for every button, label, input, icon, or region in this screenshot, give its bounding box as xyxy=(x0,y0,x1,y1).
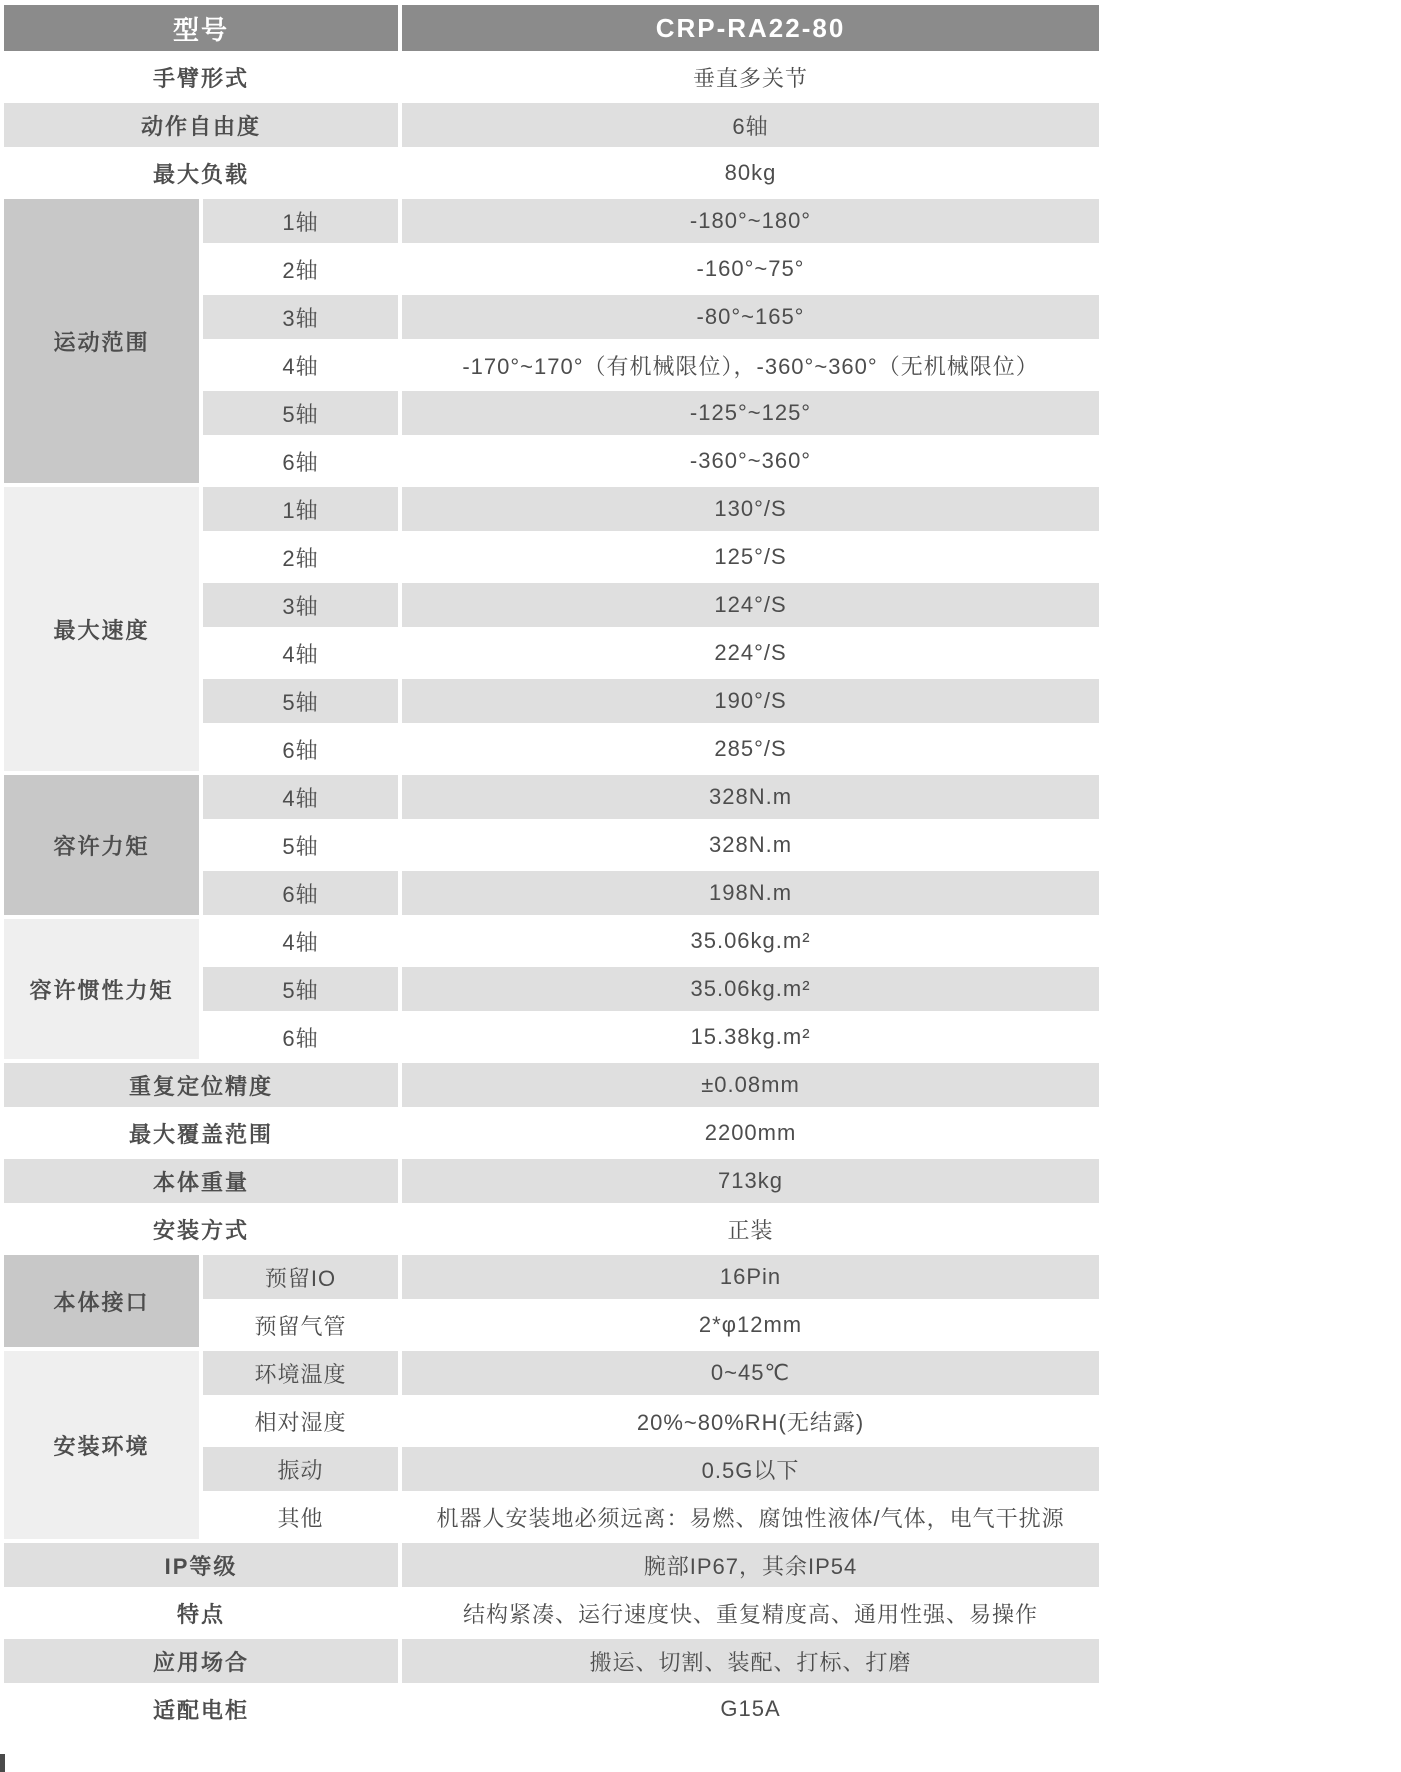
spec-header-row xyxy=(2,3,1101,53)
row-repeatability xyxy=(2,1061,1101,1109)
allowable-inertia-axis-5-value: 35.06kg.m² xyxy=(400,965,1101,1013)
control-cabinet-label: 适配电柜 xyxy=(2,1685,400,1733)
vibration-value: 0.5G以下 xyxy=(400,1445,1101,1493)
dof-label: 动作自由度 xyxy=(2,101,400,149)
features-value: 结构紧凑、运行速度快、重复精度高、通用性强、易操作 xyxy=(400,1589,1101,1637)
group-body-interface-label: 本体接口 xyxy=(2,1253,201,1349)
spec-table xyxy=(2,3,1101,1733)
allowable-torque-axis-5-value: 328N.m xyxy=(400,821,1101,869)
mounting-value: 正装 xyxy=(400,1205,1101,1253)
max-speed-axis-3-value: 124°/S xyxy=(400,581,1101,629)
group-max-speed-label: 最大速度 xyxy=(2,485,201,773)
allowable-torque-axis-6-value: 198N.m xyxy=(400,869,1101,917)
repeatability-label: 重复定位精度 xyxy=(2,1061,400,1109)
max-speed-axis-4-value: 224°/S xyxy=(400,629,1101,677)
max-reach-value: 2200mm xyxy=(400,1109,1101,1157)
relative-humidity-sub-label: 相对湿度 xyxy=(201,1397,400,1445)
max-speed-axis-5-sub-label: 5轴 xyxy=(201,677,400,725)
row-mounting xyxy=(2,1205,1101,1253)
max-payload-label: 最大负载 xyxy=(2,149,400,197)
allowable-inertia-axis-6-value: 15.38kg.m² xyxy=(400,1013,1101,1061)
ambient-temperature-sub-label: 环境温度 xyxy=(201,1349,400,1397)
arm-type-label: 手臂形式 xyxy=(2,53,400,101)
max-speed-axis-3-sub-label: 3轴 xyxy=(201,581,400,629)
applications-label: 应用场合 xyxy=(2,1637,400,1685)
row-ambient-temperature xyxy=(2,1349,1101,1397)
allowable-inertia-axis-6-sub-label: 6轴 xyxy=(201,1013,400,1061)
reserved-io-value: 16Pin xyxy=(400,1253,1101,1301)
row-max-reach xyxy=(2,1109,1101,1157)
max-speed-axis-2-sub-label: 2轴 xyxy=(201,533,400,581)
group-installation-environment-label: 安装环境 xyxy=(2,1349,201,1541)
reserved-io-sub-label: 预留IO xyxy=(201,1253,400,1301)
features-label: 特点 xyxy=(2,1589,400,1637)
ip-rating-value: 腕部IP67，其余IP54 xyxy=(400,1541,1101,1589)
motion-range-axis-4-value: -170°~170°（有机械限位），-360°~360°（无机械限位） xyxy=(400,341,1101,389)
environment-others-value: 机器人安装地必须远离：易燃、腐蚀性液体/气体，电气干扰源 xyxy=(400,1493,1101,1541)
motion-range-axis-5-value: -125°~125° xyxy=(400,389,1101,437)
allowable-inertia-axis-5-sub-label: 5轴 xyxy=(201,965,400,1013)
allowable-torque-axis-4-value: 328N.m xyxy=(400,773,1101,821)
motion-range-axis-6-sub-label: 6轴 xyxy=(201,437,400,485)
max-speed-axis-6-sub-label: 6轴 xyxy=(201,725,400,773)
row-allowable-torque-axis-4 xyxy=(2,773,1101,821)
model-header-value: CRP-RA22-80 xyxy=(400,3,1101,53)
page xyxy=(0,3,1401,1772)
row-ip-rating xyxy=(2,1541,1101,1589)
motion-range-axis-2-sub-label: 2轴 xyxy=(201,245,400,293)
max-speed-axis-6-value: 285°/S xyxy=(400,725,1101,773)
repeatability-value: ±0.08mm xyxy=(400,1061,1101,1109)
max-speed-axis-2-value: 125°/S xyxy=(400,533,1101,581)
allowable-inertia-axis-4-sub-label: 4轴 xyxy=(201,917,400,965)
motion-range-axis-3-sub-label: 3轴 xyxy=(201,293,400,341)
group-allowable-inertia-torque-label: 容许惯性力矩 xyxy=(2,917,201,1061)
group-allowable-torque-label: 容许力矩 xyxy=(2,773,201,917)
row-applications xyxy=(2,1637,1101,1685)
motion-range-axis-1-sub-label: 1轴 xyxy=(201,197,400,245)
motion-range-axis-3-value: -80°~165° xyxy=(400,293,1101,341)
row-reserved-io xyxy=(2,1253,1101,1301)
control-cabinet-value: G15A xyxy=(400,1685,1101,1733)
allowable-torque-axis-4-sub-label: 4轴 xyxy=(201,773,400,821)
body-weight-value: 713kg xyxy=(400,1157,1101,1205)
ambient-temperature-value: 0~45℃ xyxy=(400,1349,1101,1397)
max-speed-axis-4-sub-label: 4轴 xyxy=(201,629,400,677)
max-speed-axis-1-value: 130°/S xyxy=(400,485,1101,533)
body-weight-label: 本体重量 xyxy=(2,1157,400,1205)
bottom-left-corner-mark xyxy=(0,1754,5,1772)
dof-value: 6轴 xyxy=(400,101,1101,149)
allowable-torque-axis-5-sub-label: 5轴 xyxy=(201,821,400,869)
motion-range-axis-6-value: -360°~360° xyxy=(400,437,1101,485)
row-body-weight xyxy=(2,1157,1101,1205)
vibration-sub-label: 振动 xyxy=(201,1445,400,1493)
motion-range-axis-5-sub-label: 5轴 xyxy=(201,389,400,437)
row-allowable-inertia-axis-4 xyxy=(2,917,1101,965)
row-features xyxy=(2,1589,1101,1637)
max-payload-value: 80kg xyxy=(400,149,1101,197)
max-speed-axis-1-sub-label: 1轴 xyxy=(201,485,400,533)
allowable-inertia-axis-4-value: 35.06kg.m² xyxy=(400,917,1101,965)
reserved-air-tube-value: 2*φ12mm xyxy=(400,1301,1101,1349)
relative-humidity-value: 20%~80%RH(无结露) xyxy=(400,1397,1101,1445)
reserved-air-tube-sub-label: 预留气管 xyxy=(201,1301,400,1349)
row-dof xyxy=(2,101,1101,149)
row-max-payload xyxy=(2,149,1101,197)
row-motion-range-axis-1 xyxy=(2,197,1101,245)
applications-value: 搬运、切割、装配、打标、打磨 xyxy=(400,1637,1101,1685)
arm-type-value: 垂直多关节 xyxy=(400,53,1101,101)
max-speed-axis-5-value: 190°/S xyxy=(400,677,1101,725)
row-control-cabinet xyxy=(2,1685,1101,1733)
max-reach-label: 最大覆盖范围 xyxy=(2,1109,400,1157)
row-arm-type xyxy=(2,53,1101,101)
row-max-speed-axis-1 xyxy=(2,485,1101,533)
environment-others-sub-label: 其他 xyxy=(201,1493,400,1541)
model-header-label: 型号 xyxy=(2,3,400,53)
allowable-torque-axis-6-sub-label: 6轴 xyxy=(201,869,400,917)
motion-range-axis-1-value: -180°~180° xyxy=(400,197,1101,245)
ip-rating-label: IP等级 xyxy=(2,1541,400,1589)
mounting-label: 安装方式 xyxy=(2,1205,400,1253)
motion-range-axis-4-sub-label: 4轴 xyxy=(201,341,400,389)
group-motion-range-label: 运动范围 xyxy=(2,197,201,485)
motion-range-axis-2-value: -160°~75° xyxy=(400,245,1101,293)
